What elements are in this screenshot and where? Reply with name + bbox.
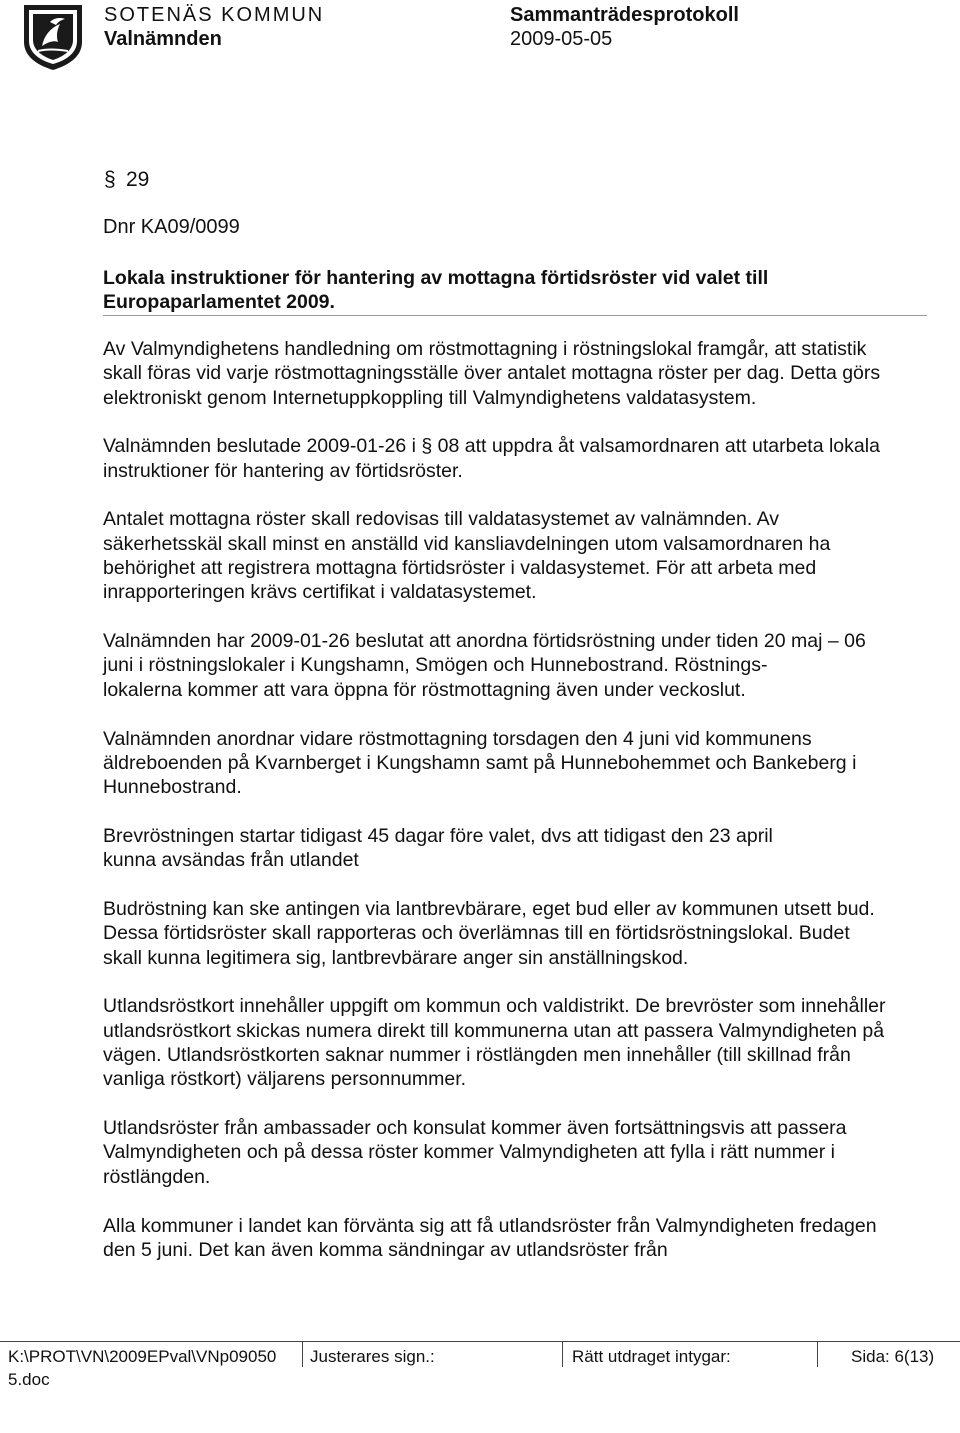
footer-separator [817,1341,818,1367]
footer-file-path: K:\PROT\VN\2009EPval\VNp09050 5.doc [8,1347,277,1389]
organization-name: SOTENÄS KOMMUN [104,4,325,26]
municipal-crest-icon [20,2,86,72]
committee-name: Valnämnden [104,28,222,50]
footer-separator [302,1341,303,1367]
paragraph: Valnämnden beslutade 2009-01-26 i § 08 att uppdra åt valsamordnaren att utarbeta lokala instruktioner för hantering av förtidsröster. [103,435,880,482]
paragraph: Utlandsröster från ambassader och konsulat kommer även fortsättningsvis att passera Valmyndigheten och på dessa röster kommer Valmyndigheten att fylla i rätt nummer i röstlängden. [103,1117,847,1188]
section-number: 29 [126,168,150,191]
document-type: Sammanträdesprotokoll [510,4,739,26]
paragraph: Alla kommuner i landet kan förvänta sig att få utlandsröster från Valmyndigheten fredagen den 5 juni. Det kan även komma sändningar av utlandsröster från [103,1214,877,1261]
paragraph: Valnämnden har 2009-01-26 beslutat att anordna förtidsröstning under tiden 20 maj – 06 juni i röstningslokaler i Kungshamn, Smögen och Hunnebostrand. Röstnings- lokalerna kommer att vara öppna för röstmottagning även under veckoslut. [103,630,866,701]
title-divider [103,315,927,316]
footer-intygar: Rätt utdraget intygar: [572,1347,731,1366]
paragraph: Utlandsröstkort innehåller uppgift om kommun och valdistrikt. De brevröster som innehåller utlandsröstkort skickas numera direkt till kommunerna utan att passera Valmyndigheten på vägen. Utlandsröstkorten saknar nummer i röstlängden men innehåller (till skillnad från vanliga röstkort) väljarens personnummer. [103,995,886,1091]
footer-page-number: Sida: 6(13) [851,1347,935,1366]
paragraph: Budröstning kan ske antingen via lantbrevbärare, eget bud eller av kommunen utsett bud. Dessa förtidsröster skall rapporteras och överlämnas till en förtidsröstningslokal. Budet skall kunna legitimera sig, lantbrevbärare anger sin anställningskod. [103,898,875,969]
diary-number: Dnr KA09/0099 [103,216,240,238]
meeting-date: 2009-05-05 [510,28,613,50]
paragraph: Antalet mottagna röster skall redovisas till valdatasystemet av valnämnden. Av säkerhetsskäl skall minst en anställd vid kansliavdelningen utom valsamordnaren ha behörighet att registrera mottagna förtidsröster i valdasystemet. För att arbeta med inrapporteringen krävs certifikat i valdatasystemet. [103,508,831,604]
paragraph: Brevröstningen startar tidigast 45 dagar före valet, dvs att tidigast den 23 april kunna avsändas från utlandet [103,824,773,872]
paragraph: Valnämnden anordnar vidare röstmottagning torsdagen den 4 juni vid kommunens äldreboenden på Kvarnberget i Kungshamn samt på Hunnebohemmet och Bankeberg i Hunnebostrand. [103,727,857,799]
footer-justeras: Justerares sign.: [310,1347,435,1366]
paragraph: Av Valmyndighetens handledning om röstmottagning i röstningslokal framgår, att statistik skall föras vid varje röstmottagningsställe över antalet mottagna röster per dag. Detta görs elektroniskt genom Internetuppkoppling till Valmyndighetens valdatasystem. [103,338,881,409]
footer-divider [0,1341,960,1342]
body-text [103,337,893,1287]
footer-separator [562,1341,563,1367]
section-symbol: § [104,168,116,191]
item-title: Lokala instruktioner för hantering av mottagna förtidsröster vid valet till Europaparlamentet 2009. [103,267,769,313]
